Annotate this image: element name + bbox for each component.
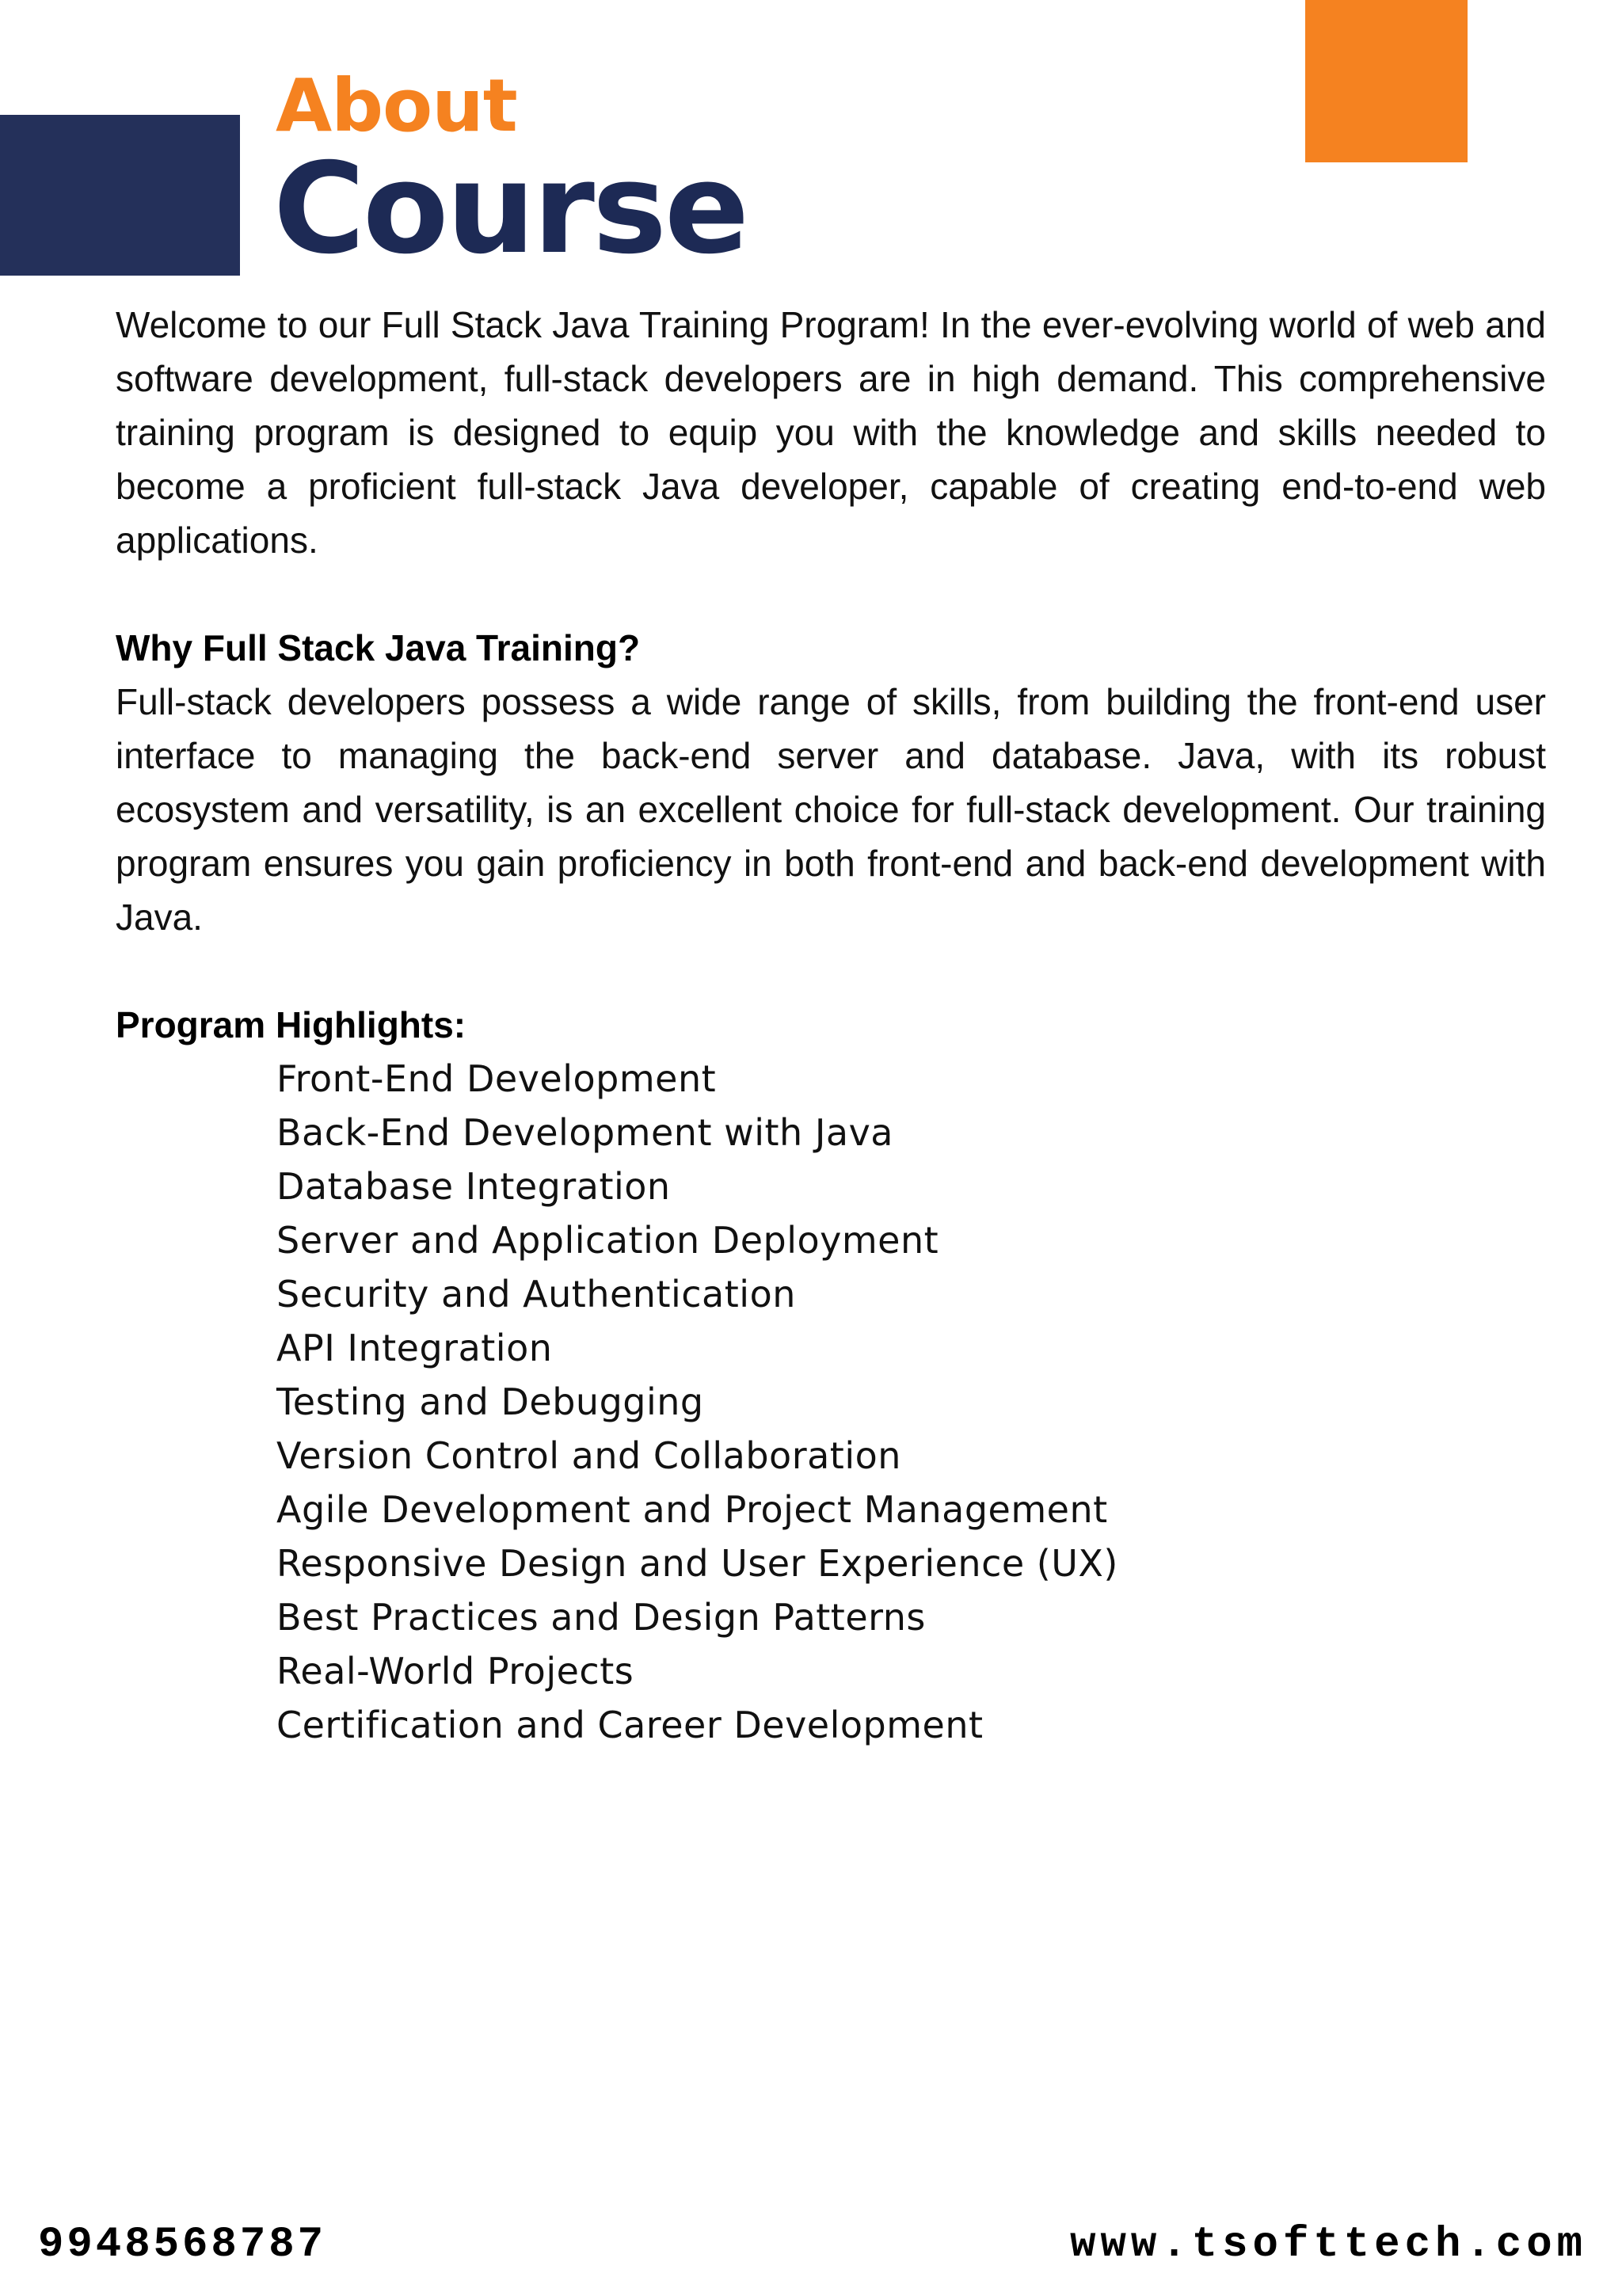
- highlight-item: Back-End Development with Java: [276, 1111, 893, 1154]
- highlight-item: Real-World Projects: [276, 1650, 634, 1692]
- highlight-item: Agile Development and Project Management: [276, 1488, 1108, 1531]
- footer-website: www.tsofttech.com: [1070, 2221, 1587, 2269]
- highlights-list: [116, 1052, 1546, 1752]
- highlight-item: Front-End Development: [276, 1057, 717, 1100]
- spacer: [116, 567, 1546, 621]
- title-course: Course: [273, 136, 748, 282]
- highlight-item: Database Integration: [276, 1165, 671, 1208]
- highlight-item: Testing and Debugging: [276, 1380, 704, 1423]
- footer-phone-number: 9948568787: [38, 2221, 327, 2269]
- why-heading: Why Full Stack Java Training?: [116, 627, 641, 668]
- title-about: About: [276, 63, 517, 148]
- decorative-orange-block: [1305, 0, 1468, 162]
- highlight-item: Version Control and Collaboration: [276, 1434, 901, 1477]
- highlight-item: Server and Application Deployment: [276, 1219, 939, 1262]
- highlight-item: Security and Authentication: [276, 1273, 796, 1316]
- why-paragraph: Full-stack developers possess a wide range of skills, from building the front-end user interface to managing the back-end server and database. Java, with its robust ecosystem and versatility, is an excellent choice for full-stack development. Our training program ensures you gain proficiency in both front-end and back-end development with Java.: [116, 681, 1546, 938]
- intro-paragraph: Welcome to our Full Stack Java Training Program! In the ever-evolving world of web and software development, full-stack developers are in high demand. This comprehensive training program is designed to equip you with the knowledge and skills needed to become a proficient full-stack Java developer, capable of creating end-to-end web applications.: [116, 304, 1546, 561]
- decorative-navy-block: [0, 115, 240, 276]
- highlight-item: Responsive Design and User Experience (UX): [276, 1542, 1118, 1585]
- highlight-item: API Integration: [276, 1327, 553, 1369]
- highlight-item: Best Practices and Design Patterns: [276, 1596, 926, 1639]
- main-content: [116, 298, 1546, 1752]
- highlight-item: Certification and Career Development: [276, 1704, 984, 1746]
- highlights-heading: Program Highlights:: [116, 1004, 466, 1045]
- spacer: [116, 944, 1546, 998]
